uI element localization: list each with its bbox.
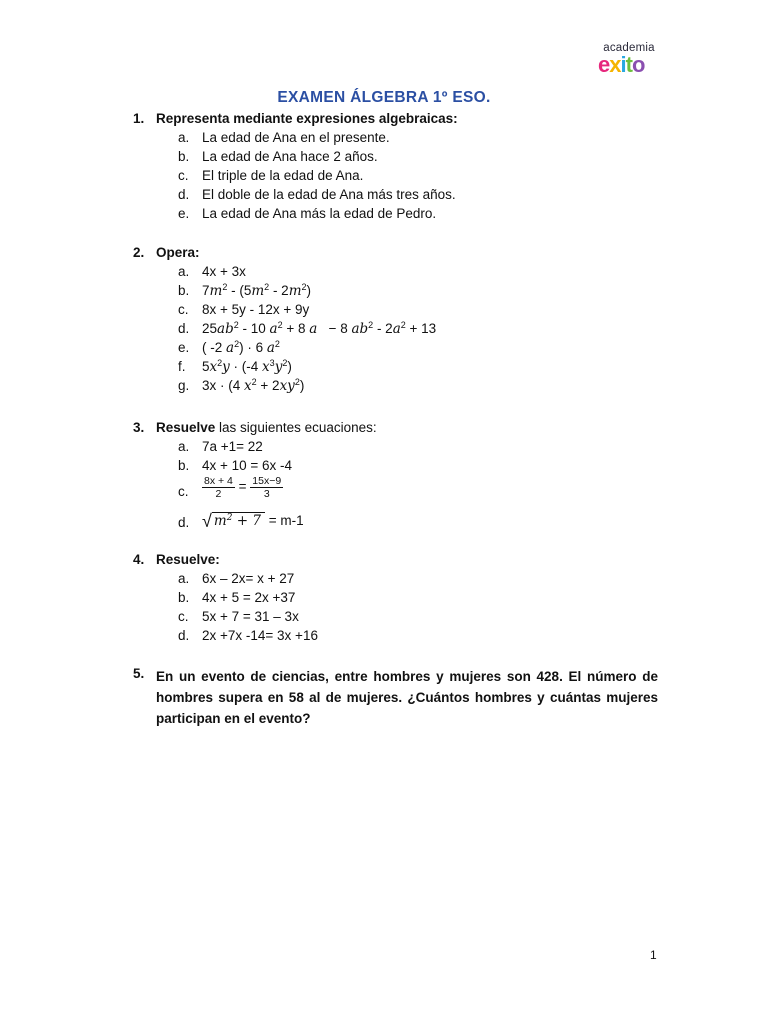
question-text: [156, 420, 377, 436]
item-equation: 5x + 7 = 31 – 3x: [202, 609, 299, 624]
item-expression: $7m^2 - (5m^2 - 2m^2)$: [202, 282, 312, 299]
equation-rhs: = m-1: [268, 513, 304, 528]
question-5-text: En un evento de ciencias, entre hombres y mujeres son 428. El número de hombres supera en 58 al de mujeres. ¿Cuántos hombres y cuántas mujeres participan en el evento?: [156, 669, 658, 726]
item-label: g.: [178, 378, 190, 393]
item-label: a.: [178, 571, 190, 586]
item-label: b.: [178, 590, 190, 605]
item-text: El doble de la edad de Ana más tres años.: [202, 187, 456, 202]
item-label: e.: [178, 206, 190, 221]
item-equation: [202, 512, 304, 529]
logo-letter: e: [598, 52, 610, 77]
item-equation: 4x + 5 = 2x +37: [202, 590, 296, 605]
question-text-rest: las siguientes ecuaciones:: [215, 420, 377, 435]
radicand: $m^2 + 7$: [212, 512, 265, 529]
logo-letter: i: [620, 52, 626, 77]
item-label: b.: [178, 149, 190, 164]
item-label: d.: [178, 515, 190, 530]
question-number: 3.: [133, 420, 145, 435]
item-label: e.: [178, 340, 190, 355]
item-text: El triple de la edad de Ana.: [202, 168, 364, 183]
item-label: c.: [178, 302, 189, 317]
item-label: a.: [178, 439, 190, 454]
item-label: c.: [178, 609, 189, 624]
item-equation: 6x – 2x= x + 27: [202, 571, 295, 586]
item-expression: $25ab^2 - 10$ $a^2 + 8$ a − 8 $ab^2 - 2a^2 + 13$: [202, 320, 437, 337]
item-text: La edad de Ana más la edad de Pedro.: [202, 206, 437, 221]
fraction-numerator: 8x + 4: [204, 475, 233, 487]
academia-exito-logo: [598, 42, 660, 76]
fraction: [202, 475, 235, 500]
question-number: 5.: [133, 666, 145, 681]
question-text: Resuelve:: [156, 552, 220, 567]
item-label: a.: [178, 264, 190, 279]
item-label: c.: [178, 484, 189, 499]
item-label: f.: [178, 359, 186, 374]
logo-top-text: academia: [603, 42, 655, 54]
question-text: Opera:: [156, 245, 200, 260]
fraction-denominator: 3: [263, 488, 270, 500]
question-number: 1.: [133, 111, 145, 126]
fraction-numerator: 15x−9: [252, 475, 282, 487]
logo-letter: o: [631, 52, 645, 77]
item-equation: 2x +7x -14= 3x +16: [202, 628, 318, 643]
sqrt-icon: √: [202, 511, 212, 531]
page-number: 1: [650, 948, 657, 962]
item-label: d.: [178, 321, 190, 336]
item-label: c.: [178, 168, 189, 183]
item-text: La edad de Ana hace 2 años.: [202, 149, 378, 164]
exam-title: EXAMEN ÁLGEBRA 1º ESO.: [277, 89, 491, 106]
item-label: d.: [178, 628, 190, 643]
item-text: La edad de Ana en el presente.: [202, 130, 390, 145]
question-number: 4.: [133, 552, 145, 567]
item-label: b.: [178, 458, 190, 473]
item-expression: ( -2 $a^2) \cdot 6$ $a^2$: [202, 339, 280, 356]
fraction: [250, 475, 283, 500]
question-number: 2.: [133, 245, 145, 260]
item-equation: 7a +1= 22: [202, 439, 263, 454]
question-text-bold: Resuelve: [156, 420, 216, 435]
item-expression: 8x + 5y - 12x + 9y: [202, 302, 310, 317]
question-text: Representa mediante expresiones algebraicas:: [156, 111, 458, 126]
item-label: b.: [178, 283, 190, 298]
item-label: d.: [178, 187, 190, 202]
item-equation: 4x + 10 = 6x -4: [202, 458, 293, 473]
item-expression: $5x^2y \cdot (-4$ $x^3y^2$): [202, 358, 292, 375]
item-expression: 3x · (4 $x^2 + 2xy^2$): [202, 377, 305, 394]
fraction-denominator: 2: [215, 488, 222, 500]
logo-letter: t: [625, 52, 632, 77]
item-equation: $\frac{8x + 4}{2}$ = $\frac{15x-9}{3}$: [204, 475, 282, 500]
item-expression: 4x + 3x: [202, 264, 246, 279]
logo-wordmark: [598, 54, 644, 76]
logo-letter: x: [609, 52, 621, 77]
item-label: a.: [178, 130, 190, 145]
